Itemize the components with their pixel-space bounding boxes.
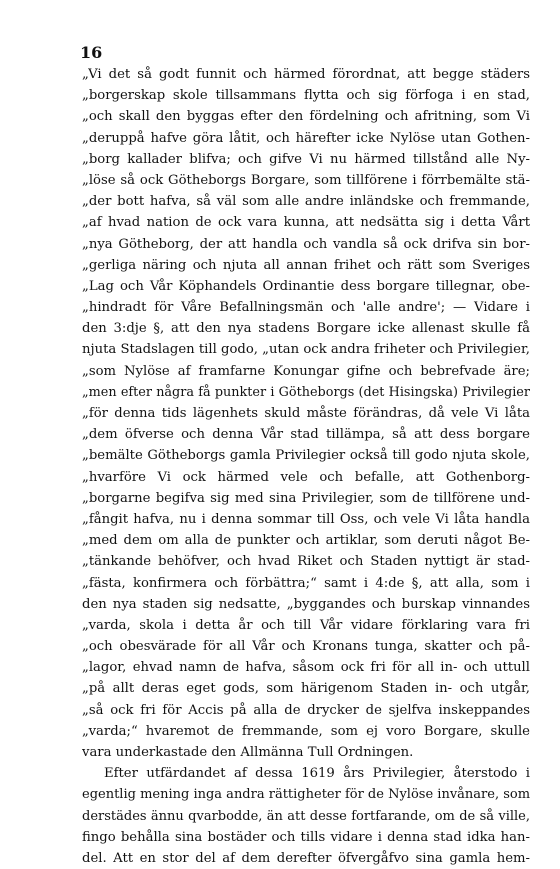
text-line: „och obesvärade för all Vår och Kronans tunga, skatter och på- <box>82 639 530 655</box>
text-line: egentlig mening inga andra rättigheter för de Nylöse invånare, som <box>82 787 530 803</box>
text-line: Efter utfärdandet af dessa 1619 års Privilegier, återstodo i <box>104 766 530 782</box>
body-text <box>82 64 530 869</box>
text-line: „borg kallader blifva; och gifve Vi nu härmed tillstånd alle Ny- <box>82 151 530 167</box>
text-line: „löse så ock Götheborgs Borgare, som tillförene i förrbemälte stä- <box>82 172 530 188</box>
text-line: „varda, skola i detta år och till Vår vidare förklaring vara fri <box>82 617 530 633</box>
text-line: „tänkande behöfver, och hvad Riket och Staden nyttigt är stad- <box>82 554 530 570</box>
text-line: „med dem om alla de punkter och artiklar, som deruti något Be- <box>82 533 530 549</box>
text-line: „hindradt för Våre Befallningsmän och 'alle andre'; — Vidare i <box>82 300 530 316</box>
text-line: vara underkastade den Allmänna Tull Ordningen. <box>82 745 414 760</box>
text-line: fingo behålla sina bostäder och tills vidare i denna stad idka han- <box>82 829 530 845</box>
text-line: „deruppå hafve göra låtit, och härefter icke Nylöse utan Gothen- <box>82 130 530 146</box>
text-line: den nya staden sig nedsatte, „byggandes och burskap vinnandes <box>82 596 530 612</box>
text-line: „men efter några få punkter i Götheborgs (det Hisingska) Privilegier <box>82 384 530 400</box>
text-line: derstädes ännu qvarbodde, än att desse fortfarande, om de så ville, <box>82 808 530 824</box>
text-line: „och skall den byggas efter den fördelning och afritning, som Vi <box>82 109 530 125</box>
text-line: „Vi det så godt funnit och härmed förordnat, att begge städers <box>82 67 530 82</box>
text-line: „lagor, ehvad namn de hafva, såsom ock fri för all in- och uttull <box>82 660 530 676</box>
text-line: „der bott hafva, så väl som alle andre inländske och fremmande, <box>82 194 530 210</box>
text-line: „gerliga näring och njuta all annan frihet och rätt som Sveriges <box>82 257 530 273</box>
text-line: „varda;“ hvaremot de fremmande, som ej voro Borgare, skulle <box>82 723 530 739</box>
text-line: „på allt deras eget gods, som härigenom Staden in- och utgår, <box>82 681 530 697</box>
page-number: 16 <box>80 43 103 62</box>
text-line: „Lag och Vår Köphandels Ordinantie dess borgare tillegnar, obe- <box>82 278 530 294</box>
text-line: „nya Götheborg, der att handla och vandla så ock drifva sin bor- <box>82 236 530 252</box>
text-line: del. Att en stor del af dem derefter öfvergåfvo sina gamla hem- <box>82 850 530 866</box>
text-line: „borgerskap skole tillsammans flytta och sig förfoga i en stad, <box>82 88 530 104</box>
text-line: „af hvad nation de ock vara kunna, att nedsätta sig i detta Vårt <box>82 215 530 231</box>
text-line: „hvarföre Vi ock härmed vele och befalle, att Gothenborg- <box>82 469 530 485</box>
text-line: „som Nylöse af framfarne Konungar gifne och bebrefvade äre; <box>82 363 530 379</box>
text-line: „så ock fri för Accis på alla de drycker de sjelfva inskeppandes <box>82 702 530 718</box>
text-line: njuta Stadslagen till godo, „utan ock andra friheter och Privilegier, <box>82 342 530 358</box>
text-line: „fångit hafva, nu i denna sommar till Oss, och vele Vi låta handla <box>82 511 530 527</box>
text-line: den 3:dje §, att den nya stadens Borgare icke allenast skulle få <box>82 321 530 337</box>
text-line: „borgarne begifva sig med sina Privilegier, som de tillförene und- <box>82 490 530 506</box>
text-line: „fästa, konfirmera och förbättra;“ samt i 4:de §, att alla, som i <box>82 575 530 591</box>
text-line: „för denna tids lägenhets skuld måste förändras, då vele Vi låta <box>82 406 530 421</box>
text-line: „bemälte Götheborgs gamla Privilegier också till godo njuta skole, <box>82 448 530 464</box>
text-line: „dem öfverse och denna Vår stad tillämpa, så att dess borgare <box>82 427 530 443</box>
